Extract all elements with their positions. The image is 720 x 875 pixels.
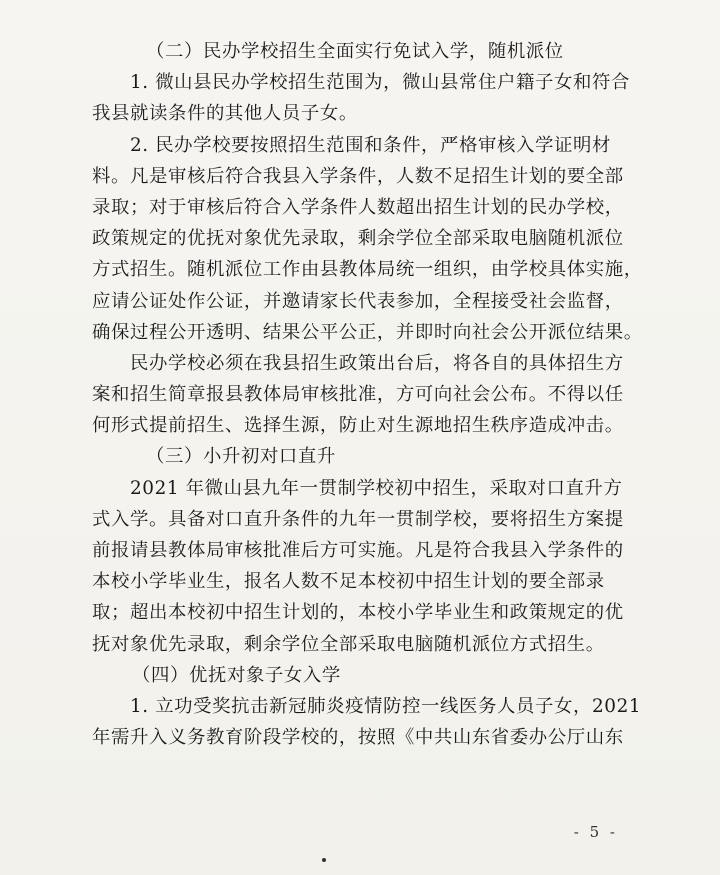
- paragraph-line: 前报请县教体局审核批准后方可实施。凡是符合我县入学条件的: [92, 540, 624, 561]
- paragraph-line: 何形式提前招生、选择生源，防止对生源地招生秩序造成冲击。: [92, 415, 624, 437]
- section-heading-4: （四）优抚对象子女入学: [132, 664, 341, 686]
- paragraph-line: 民办学校必须在我县招生政策出台后，将各自的具体招生方: [130, 352, 624, 374]
- paragraph-line: 式入学。具备对口直升条件的九年一贯制学校，要将招生方案提: [92, 508, 624, 530]
- scan-speck: [322, 858, 326, 862]
- section-heading-3: （三）小升初对口直升: [146, 446, 336, 468]
- paragraph-line: 案和招生简章报县教体局审核批准，方可向社会公布。不得以任: [92, 384, 624, 406]
- section-heading-2: （二）民办学校招生全面实行免试入学，随机派位: [146, 41, 564, 62]
- paragraph-line: 1. 微山县民办学校招生范围为，微山县常住户籍子女和符合: [130, 72, 630, 94]
- paragraph-line: 方式招生。随机派位工作由县教体局统一组织，由学校具体实施，: [92, 259, 643, 281]
- paragraph-line: 我县就读条件的其他人员子女。: [92, 103, 358, 125]
- paragraph-line: 本校小学毕业生，报名人数不足本校初中招生计划的要全部录: [92, 571, 605, 593]
- paragraph-line: 2. 民办学校要按照招生范围和条件，严格审核入学证明材: [130, 134, 611, 156]
- paragraph-line: 应请公证处作公证，并邀请家长代表参加，全程接受社会监督，: [92, 290, 624, 312]
- paragraph-line: 1. 立功受奖抗击新冠肺炎疫情防控一线医务人员子女，2021: [130, 695, 642, 717]
- paragraph-line: 年需升入义务教育阶段学校的，按照《中共山东省委办公厅山东: [92, 727, 624, 749]
- paragraph-line: 2021 年微山县九年一贯制学校初中招生，采取对口直升方: [130, 477, 623, 499]
- paragraph-line: 抚对象优先录取，剩余学位全部采取电脑随机派位方式招生。: [92, 633, 605, 655]
- paragraph-line: 政策规定的优抚对象优先录取，剩余学位全部采取电脑随机派位: [92, 228, 624, 250]
- paragraph-line: 料。凡是审核后符合我县入学条件，人数不足招生计划的要全部: [92, 165, 624, 187]
- paragraph-line: 取；超出本校初中招生计划的，本校小学毕业生和政策规定的优: [92, 602, 624, 624]
- document-body: [92, 36, 652, 753]
- paragraph-line: 录取；对于审核后符合入学条件人数超出招生计划的民办学校，: [92, 196, 624, 218]
- paragraph-line: 确保过程公开透明、结果公平公正，并即时向社会公开派位结果。: [92, 321, 643, 343]
- page-number: - 5 -: [573, 823, 618, 841]
